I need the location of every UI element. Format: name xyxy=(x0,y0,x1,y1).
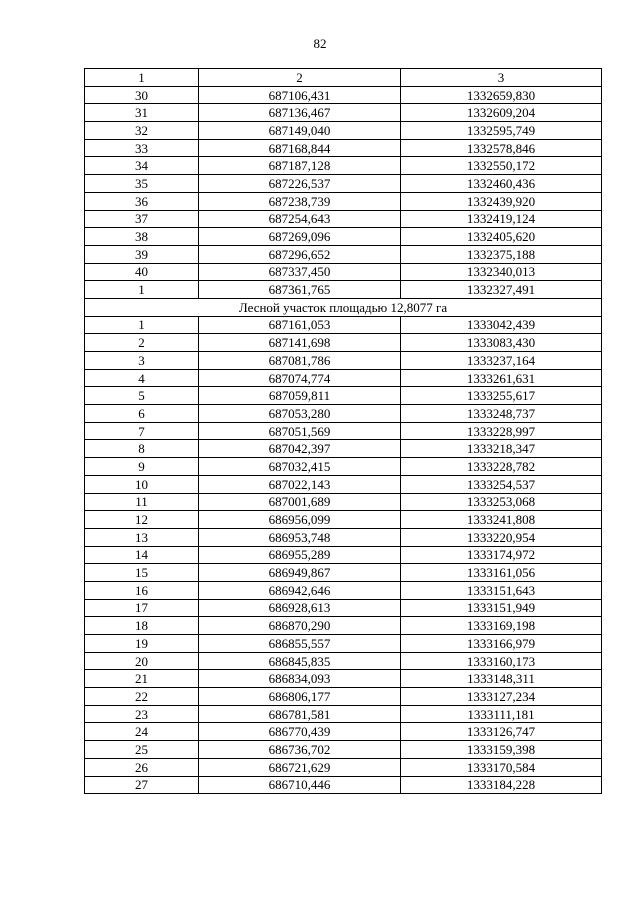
x-coordinate-cell: 686721,629 xyxy=(199,758,401,776)
table-row xyxy=(85,581,602,599)
table-row xyxy=(85,334,602,352)
y-coordinate-cell: 1333170,584 xyxy=(401,758,602,776)
y-coordinate-cell: 1332375,188 xyxy=(401,245,602,263)
table-row xyxy=(85,528,602,546)
x-coordinate-cell: 686781,581 xyxy=(199,705,401,723)
point-number-cell: 35 xyxy=(85,175,199,193)
table-row xyxy=(85,688,602,706)
table-row xyxy=(85,475,602,493)
point-number-cell: 38 xyxy=(85,228,199,246)
table-row xyxy=(85,387,602,405)
y-coordinate-cell: 1333148,311 xyxy=(401,670,602,688)
header-cell-y: 3 xyxy=(401,69,602,87)
x-coordinate-cell: 687059,811 xyxy=(199,387,401,405)
table-row xyxy=(85,104,602,122)
y-coordinate-cell: 1333159,398 xyxy=(401,741,602,759)
coordinates-table-body xyxy=(85,69,602,794)
y-coordinate-cell: 1333151,643 xyxy=(401,581,602,599)
x-coordinate-cell: 687136,467 xyxy=(199,104,401,122)
y-coordinate-cell: 1333218,347 xyxy=(401,440,602,458)
table-row xyxy=(85,776,602,794)
x-coordinate-cell: 687042,397 xyxy=(199,440,401,458)
point-number-cell: 7 xyxy=(85,422,199,440)
table-row xyxy=(85,670,602,688)
table-row xyxy=(85,422,602,440)
table-row xyxy=(85,546,602,564)
point-number-cell: 11 xyxy=(85,493,199,511)
y-coordinate-cell: 1332340,013 xyxy=(401,263,602,281)
header-cell-x: 2 xyxy=(199,69,401,87)
table-row xyxy=(85,758,602,776)
table-row xyxy=(85,281,602,299)
table-row xyxy=(85,157,602,175)
point-number-cell: 40 xyxy=(85,263,199,281)
point-number-cell: 15 xyxy=(85,564,199,582)
x-coordinate-cell: 687254,643 xyxy=(199,210,401,228)
table-row xyxy=(85,192,602,210)
y-coordinate-cell: 1333228,782 xyxy=(401,458,602,476)
x-coordinate-cell: 686942,646 xyxy=(199,581,401,599)
x-coordinate-cell: 687001,689 xyxy=(199,493,401,511)
y-coordinate-cell: 1333254,537 xyxy=(401,475,602,493)
x-coordinate-cell: 687149,040 xyxy=(199,122,401,140)
x-coordinate-cell: 687168,844 xyxy=(199,139,401,157)
y-coordinate-cell: 1332405,620 xyxy=(401,228,602,246)
coordinates-table xyxy=(84,68,602,794)
x-coordinate-cell: 687081,786 xyxy=(199,352,401,370)
point-number-cell: 36 xyxy=(85,192,199,210)
point-number-cell: 27 xyxy=(85,776,199,794)
y-coordinate-cell: 1333174,972 xyxy=(401,546,602,564)
x-coordinate-cell: 686770,439 xyxy=(199,723,401,741)
point-number-cell: 1 xyxy=(85,281,199,299)
table-header-row xyxy=(85,69,602,87)
x-coordinate-cell: 687053,280 xyxy=(199,405,401,423)
x-coordinate-cell: 686928,613 xyxy=(199,599,401,617)
y-coordinate-cell: 1333083,430 xyxy=(401,334,602,352)
x-coordinate-cell: 687296,652 xyxy=(199,245,401,263)
table-row xyxy=(85,369,602,387)
y-coordinate-cell: 1333161,056 xyxy=(401,564,602,582)
x-coordinate-cell: 686955,289 xyxy=(199,546,401,564)
y-coordinate-cell: 1333253,068 xyxy=(401,493,602,511)
table-row xyxy=(85,493,602,511)
point-number-cell: 3 xyxy=(85,352,199,370)
y-coordinate-cell: 1333248,737 xyxy=(401,405,602,423)
x-coordinate-cell: 687238,739 xyxy=(199,192,401,210)
y-coordinate-cell: 1333228,997 xyxy=(401,422,602,440)
point-number-cell: 32 xyxy=(85,122,199,140)
y-coordinate-cell: 1332659,830 xyxy=(401,86,602,104)
y-coordinate-cell: 1333111,181 xyxy=(401,705,602,723)
point-number-cell: 17 xyxy=(85,599,199,617)
x-coordinate-cell: 686736,702 xyxy=(199,741,401,759)
point-number-cell: 20 xyxy=(85,652,199,670)
x-coordinate-cell: 687361,765 xyxy=(199,281,401,299)
y-coordinate-cell: 1333160,173 xyxy=(401,652,602,670)
x-coordinate-cell: 687022,143 xyxy=(199,475,401,493)
y-coordinate-cell: 1333151,949 xyxy=(401,599,602,617)
table-row xyxy=(85,723,602,741)
point-number-cell: 9 xyxy=(85,458,199,476)
y-coordinate-cell: 1332595,749 xyxy=(401,122,602,140)
x-coordinate-cell: 686855,557 xyxy=(199,635,401,653)
table-row xyxy=(85,139,602,157)
x-coordinate-cell: 686806,177 xyxy=(199,688,401,706)
table-row xyxy=(85,564,602,582)
x-coordinate-cell: 686834,093 xyxy=(199,670,401,688)
x-coordinate-cell: 686710,446 xyxy=(199,776,401,794)
point-number-cell: 21 xyxy=(85,670,199,688)
x-coordinate-cell: 687269,096 xyxy=(199,228,401,246)
point-number-cell: 12 xyxy=(85,511,199,529)
point-number-cell: 16 xyxy=(85,581,199,599)
point-number-cell: 6 xyxy=(85,405,199,423)
y-coordinate-cell: 1333261,631 xyxy=(401,369,602,387)
point-number-cell: 5 xyxy=(85,387,199,405)
table-row xyxy=(85,228,602,246)
y-coordinate-cell: 1333042,439 xyxy=(401,316,602,334)
section-title-row xyxy=(85,298,602,316)
point-number-cell: 33 xyxy=(85,139,199,157)
point-number-cell: 13 xyxy=(85,528,199,546)
table-row xyxy=(85,705,602,723)
table-row xyxy=(85,122,602,140)
y-coordinate-cell: 1333255,617 xyxy=(401,387,602,405)
table-row xyxy=(85,263,602,281)
point-number-cell: 34 xyxy=(85,157,199,175)
y-coordinate-cell: 1333220,954 xyxy=(401,528,602,546)
x-coordinate-cell: 687074,774 xyxy=(199,369,401,387)
table-row xyxy=(85,458,602,476)
x-coordinate-cell: 687337,450 xyxy=(199,263,401,281)
table-row xyxy=(85,210,602,228)
x-coordinate-cell: 686949,867 xyxy=(199,564,401,582)
table-row xyxy=(85,599,602,617)
x-coordinate-cell: 687051,569 xyxy=(199,422,401,440)
point-number-cell: 4 xyxy=(85,369,199,387)
y-coordinate-cell: 1332327,491 xyxy=(401,281,602,299)
table-row xyxy=(85,635,602,653)
table-row xyxy=(85,741,602,759)
table-row xyxy=(85,245,602,263)
x-coordinate-cell: 686845,835 xyxy=(199,652,401,670)
y-coordinate-cell: 1333127,234 xyxy=(401,688,602,706)
point-number-cell: 14 xyxy=(85,546,199,564)
point-number-cell: 23 xyxy=(85,705,199,723)
y-coordinate-cell: 1333184,228 xyxy=(401,776,602,794)
point-number-cell: 1 xyxy=(85,316,199,334)
y-coordinate-cell: 1332439,920 xyxy=(401,192,602,210)
x-coordinate-cell: 687187,128 xyxy=(199,157,401,175)
y-coordinate-cell: 1333237,164 xyxy=(401,352,602,370)
x-coordinate-cell: 686953,748 xyxy=(199,528,401,546)
point-number-cell: 8 xyxy=(85,440,199,458)
point-number-cell: 37 xyxy=(85,210,199,228)
x-coordinate-cell: 687226,537 xyxy=(199,175,401,193)
table-row xyxy=(85,405,602,423)
table-row xyxy=(85,652,602,670)
table-row xyxy=(85,352,602,370)
point-number-cell: 31 xyxy=(85,104,199,122)
y-coordinate-cell: 1333126,747 xyxy=(401,723,602,741)
y-coordinate-cell: 1333241,808 xyxy=(401,511,602,529)
section-title: Лесной участок площадью 12,8077 га xyxy=(85,298,602,316)
y-coordinate-cell: 1332460,436 xyxy=(401,175,602,193)
x-coordinate-cell: 687141,698 xyxy=(199,334,401,352)
point-number-cell: 2 xyxy=(85,334,199,352)
point-number-cell: 22 xyxy=(85,688,199,706)
header-cell-point: 1 xyxy=(85,69,199,87)
point-number-cell: 25 xyxy=(85,741,199,759)
x-coordinate-cell: 687161,053 xyxy=(199,316,401,334)
y-coordinate-cell: 1333166,979 xyxy=(401,635,602,653)
point-number-cell: 39 xyxy=(85,245,199,263)
point-number-cell: 24 xyxy=(85,723,199,741)
y-coordinate-cell: 1332609,204 xyxy=(401,104,602,122)
x-coordinate-cell: 687032,415 xyxy=(199,458,401,476)
table-row xyxy=(85,86,602,104)
table-row xyxy=(85,440,602,458)
table-row xyxy=(85,511,602,529)
y-coordinate-cell: 1332550,172 xyxy=(401,157,602,175)
table-row xyxy=(85,175,602,193)
y-coordinate-cell: 1332419,124 xyxy=(401,210,602,228)
y-coordinate-cell: 1333169,198 xyxy=(401,617,602,635)
point-number-cell: 19 xyxy=(85,635,199,653)
y-coordinate-cell: 1332578,846 xyxy=(401,139,602,157)
table-row xyxy=(85,316,602,334)
point-number-cell: 10 xyxy=(85,475,199,493)
x-coordinate-cell: 686956,099 xyxy=(199,511,401,529)
table-row xyxy=(85,617,602,635)
point-number-cell: 30 xyxy=(85,86,199,104)
page-number: 82 xyxy=(313,36,327,51)
x-coordinate-cell: 687106,431 xyxy=(199,86,401,104)
point-number-cell: 18 xyxy=(85,617,199,635)
point-number-cell: 26 xyxy=(85,758,199,776)
x-coordinate-cell: 686870,290 xyxy=(199,617,401,635)
